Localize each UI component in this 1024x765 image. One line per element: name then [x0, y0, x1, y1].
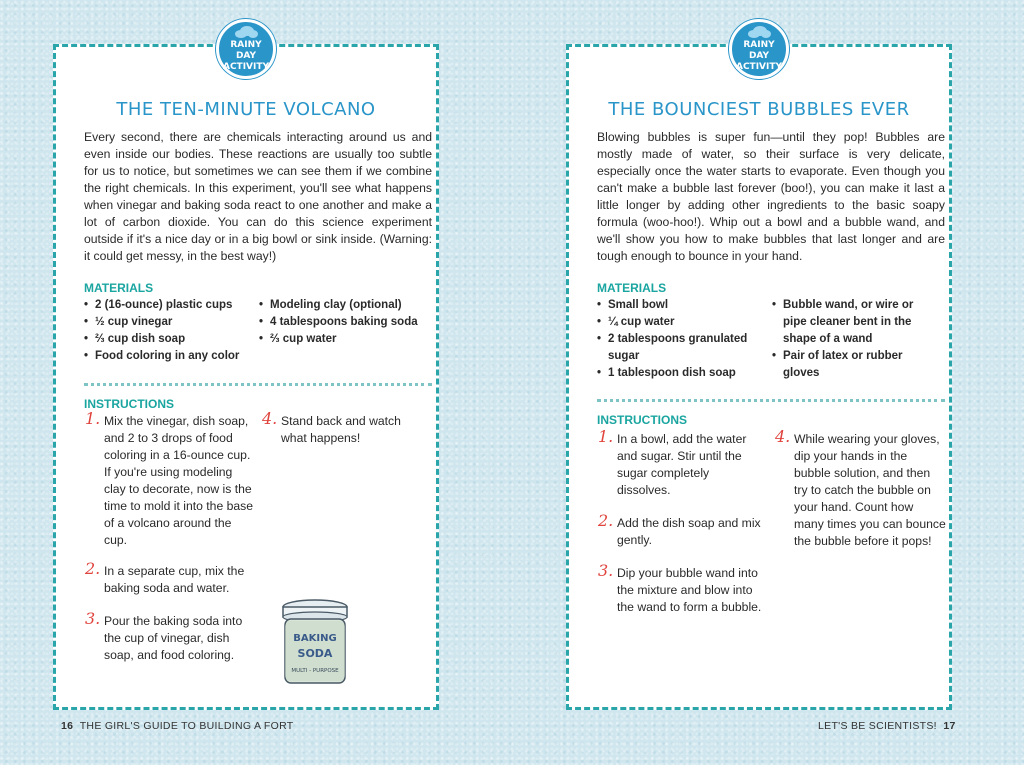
- step-4: [262, 409, 401, 447]
- instructions-heading: INSTRUCTIONS: [597, 413, 687, 427]
- step-number: 1.: [85, 409, 101, 428]
- step-2: [85, 559, 254, 597]
- list-item: • Modeling clay (optional): [259, 297, 439, 314]
- badge-line1: RAINY DAY: [230, 40, 262, 61]
- list-item: • Food coloring in any color: [84, 348, 264, 365]
- step-3: [85, 609, 254, 664]
- list-item: • ½ cup vinegar: [84, 314, 264, 331]
- jar-label-line1: BAKING: [293, 633, 337, 644]
- rainy-day-badge: [729, 19, 789, 79]
- step-number: 2.: [598, 511, 614, 530]
- page-title: THE TEN-MINUTE VOLCANO: [116, 99, 376, 120]
- right-footer: [818, 720, 956, 732]
- materials-list-col1: [597, 297, 767, 382]
- step-number: 4.: [775, 427, 791, 446]
- list-item: • 4 tablespoons baking soda: [259, 314, 439, 331]
- footer-text: THE GIRL'S GUIDE TO BUILDING A FORT: [79, 720, 294, 732]
- step-text: Pour the baking soda into the cup of vinegar, dish soap, and food coloring.: [104, 614, 243, 662]
- step-text: Add the dish soap and mix gently.: [617, 516, 761, 547]
- cloud-icon: [233, 26, 259, 38]
- step-number: 3.: [85, 609, 101, 628]
- step-number: 2.: [85, 559, 101, 578]
- divider: [597, 399, 945, 403]
- step-1: [85, 409, 254, 549]
- materials-list-col2: [259, 297, 439, 348]
- list-item: • 2 tablespoons granulated sugar: [597, 331, 767, 365]
- page-number: 17: [943, 720, 956, 732]
- baking-soda-jar-illustration: [280, 599, 350, 691]
- intro-paragraph: Every second, there are chemicals interacting around us and even inside our bodies. These reactions are usually too subtle for us to notice, but sometimes we can see them if we combine the right chemicals. In this experiment, you'll see what happens when vinegar and baking soda react to one another and make a lot of carbon dioxide. You can do this science experiment outside if it's a nice day or in a big bowl or sink inside. (Warning: it could get messy, in the best way!): [84, 130, 432, 263]
- badge-line2: ACTIVITY: [222, 62, 270, 72]
- list-item: • ⅔ cup dish soap: [84, 331, 264, 348]
- step-text: Dip your bubble wand into the mixture and blow into the wand to form a bubble.: [617, 566, 762, 614]
- materials-list-col1: [84, 297, 264, 365]
- instructions-heading: INSTRUCTIONS: [84, 397, 174, 411]
- materials-heading: MATERIALS: [84, 281, 154, 295]
- left-footer: [61, 720, 294, 732]
- step-text: Mix the vinegar, dish soap, and 2 to 3 drops of food coloring in a 16-ounce cup. If you're using modeling clay to decorate, now is the time to mold it into the base of a volcano around the cup.: [104, 414, 254, 547]
- step-number: 3.: [598, 561, 614, 580]
- step-number: 1.: [598, 427, 614, 446]
- step-text: Stand back and watch what happens!: [281, 414, 401, 445]
- materials-heading: MATERIALS: [597, 281, 667, 295]
- cloud-icon: [746, 26, 772, 38]
- step-3: [598, 561, 767, 616]
- page-title: THE BOUNCIEST BUBBLES EVER: [608, 99, 910, 120]
- step-2: [598, 511, 767, 549]
- badge-line2: ACTIVITY: [735, 62, 783, 72]
- jar-label-line2: SODA: [297, 647, 333, 660]
- step-text: In a bowl, add the water and sugar. Stir until the sugar completely dissolves.: [617, 432, 747, 497]
- jar-label-line3: MULTI - PURPOSE: [291, 668, 339, 674]
- step-4: [775, 427, 946, 550]
- list-item: • 1 tablespoon dish soap: [597, 365, 767, 382]
- step-number: 4.: [262, 409, 278, 428]
- list-item: • ¼ cup water: [597, 314, 767, 331]
- left-page: [53, 40, 439, 710]
- divider: [84, 383, 432, 387]
- step-text: While wearing your gloves, dip your hands in the bubble solution, and then try to catch the bubble on your hand. Count how many times you can bounce the bubble before it pops!: [794, 432, 946, 548]
- step-1: [598, 427, 757, 499]
- list-item: • 2 (16-ounce) plastic cups: [84, 297, 264, 314]
- footer-text: LET'S BE SCIENTISTS!: [818, 720, 937, 732]
- rainy-day-badge: [216, 19, 276, 79]
- badge-line1: RAINY DAY: [743, 40, 775, 61]
- materials-list-col2: [772, 297, 932, 382]
- page-number: 16: [61, 720, 74, 732]
- list-item: • Bubble wand, or wire or pipe cleaner bent in the shape of a wand: [772, 297, 932, 348]
- step-text: In a separate cup, mix the baking soda and water.: [104, 564, 245, 595]
- right-page: [566, 40, 952, 710]
- list-item: • Small bowl: [597, 297, 767, 314]
- intro-paragraph: Blowing bubbles is super fun—until they pop! Bubbles are mostly made of water, so their surface is very delicate, especially once the water starts to evaporate. Even though you can't make a bubble last forever (boo!), you can make it last a little longer by adding other ingredients to the basic soapy formula (woo-hoo!). Whip out a bowl and a bubble wand, and we'll show you how to make bubbles that last longer and are tough enough to bounce in your hand.: [597, 130, 945, 263]
- list-item: • ⅔ cup water: [259, 331, 439, 348]
- list-item: • Pair of latex or rubber gloves: [772, 348, 932, 382]
